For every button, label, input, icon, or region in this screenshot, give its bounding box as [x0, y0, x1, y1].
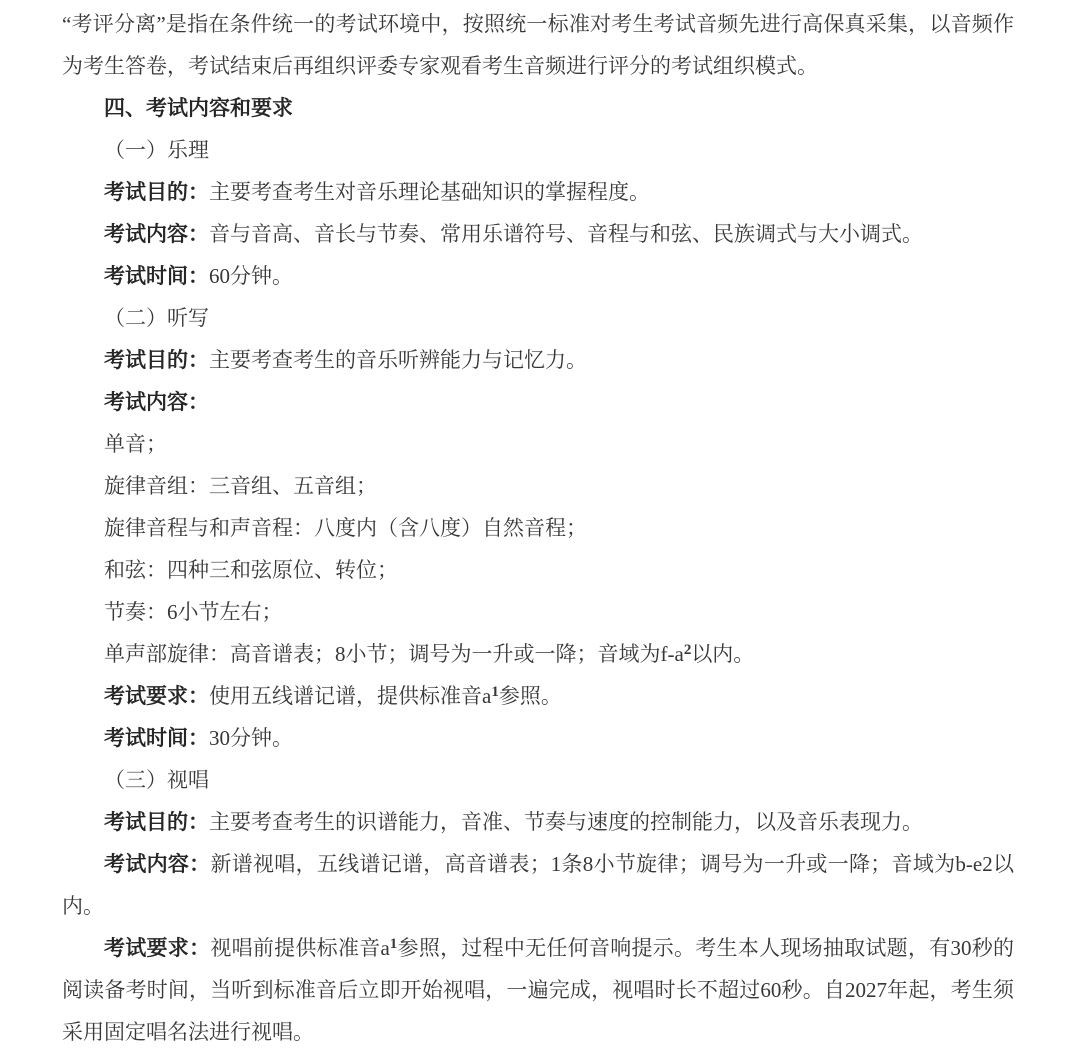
text-run: 新谱视唱，五线谱记谱，高音谱表；1条8小节旋律；调号为一升或一降；音域为b-e2以内。: [62, 852, 1015, 918]
tingxie-exam-content-label: [62, 381, 1014, 423]
subheading-shichang: [62, 759, 1014, 801]
text-run: 主要考查考生的音乐听辨能力与记忆力。: [209, 348, 587, 372]
text-run: 单声部旋律：高音谱表；8小节；调号为一升或一降；音域为f-a: [104, 642, 684, 666]
tingxie-item-single-note: [62, 423, 1014, 465]
superscript-text: 1: [491, 684, 499, 700]
yueli-exam-content: [62, 213, 1014, 255]
bold-label: 考试要求：: [104, 936, 211, 960]
text-run: 使用五线谱记谱，提供标准音a: [209, 684, 492, 708]
bold-label: 考试时间：: [104, 264, 209, 288]
bold-label: 四、考试内容和要求: [104, 96, 293, 120]
bold-label: 考试内容：: [104, 852, 211, 876]
text-run: 参照，过程中无任何音响提示。考生本人现场抽取试题，有30秒的阅读备考时间，当听到标准音后立即开始视唱，一遍完成，视唱时长不超过60秒。自2027年起，考生须采用固定唱名法进行视唱。: [62, 936, 1015, 1044]
text-run: （三）视唱: [104, 768, 209, 792]
yueli-exam-duration: [62, 255, 1014, 297]
tingxie-exam-requirements: [62, 675, 1014, 717]
bold-label: 考试目的：: [104, 180, 209, 204]
tingxie-item-chords: [62, 549, 1014, 591]
text-run: 视唱前提供标准音a: [210, 936, 390, 960]
bold-label: 考试内容：: [104, 222, 209, 246]
text-run: “考评分离”是指在条件统一的考试环境中，按照统一标准对考生考试音频先进行高保真采集，以音频作为考生答卷，考试结束后再组织评委专家观看考生音频进行评分的考试组织模式。: [62, 12, 1014, 78]
heading-section-four: [62, 87, 1014, 129]
tingxie-exam-purpose: [62, 339, 1014, 381]
tingxie-item-intervals: [62, 507, 1014, 549]
document-body: [62, 3, 1014, 1053]
bold-label: 考试要求：: [104, 684, 209, 708]
tingxie-item-rhythm: [62, 591, 1014, 633]
text-run: 主要考查考生对音乐理论基础知识的掌握程度。: [209, 180, 650, 204]
tingxie-exam-duration: [62, 717, 1014, 759]
text-run: 旋律音程与和声音程：八度内（含八度）自然音程；: [104, 516, 587, 540]
text-run: 参照。: [498, 684, 562, 708]
bold-label: 考试目的：: [104, 348, 209, 372]
shichang-exam-purpose: [62, 801, 1014, 843]
text-run: 音与音高、音长与节奏、常用乐谱符号、音程与和弦、民族调式与大小调式。: [209, 222, 923, 246]
superscript-text: 2: [683, 642, 692, 658]
superscript-text: 1: [389, 936, 398, 952]
bold-label: 考试目的：: [104, 810, 209, 834]
bold-label: 考试时间：: [104, 726, 209, 750]
shichang-exam-requirements: [62, 927, 1014, 1053]
shichang-exam-content: [62, 843, 1014, 927]
yueli-exam-purpose: [62, 171, 1014, 213]
text-run: 旋律音组：三音组、五音组；: [104, 474, 377, 498]
text-run: （二）听写: [104, 306, 209, 330]
text-run: （一）乐理: [104, 138, 209, 162]
text-run: 30分钟。: [209, 726, 293, 750]
subheading-yueli: [62, 129, 1014, 171]
text-run: 主要考查考生的识谱能力，音准、节奏与速度的控制能力，以及音乐表现力。: [209, 810, 923, 834]
text-run: 单音；: [104, 432, 167, 456]
text-run: 节奏：6小节左右；: [104, 600, 283, 624]
bold-label: 考试内容：: [104, 390, 209, 414]
tingxie-item-melodic-groups: [62, 465, 1014, 507]
tingxie-item-melody: [62, 633, 1014, 675]
text-run: 和弦：四种三和弦原位、转位；: [104, 558, 398, 582]
paragraph-kaoping-fenli-definition: [62, 3, 1014, 87]
text-run: 60分钟。: [209, 264, 293, 288]
subheading-tingxie: [62, 297, 1014, 339]
text-run: 以内。: [691, 642, 755, 666]
